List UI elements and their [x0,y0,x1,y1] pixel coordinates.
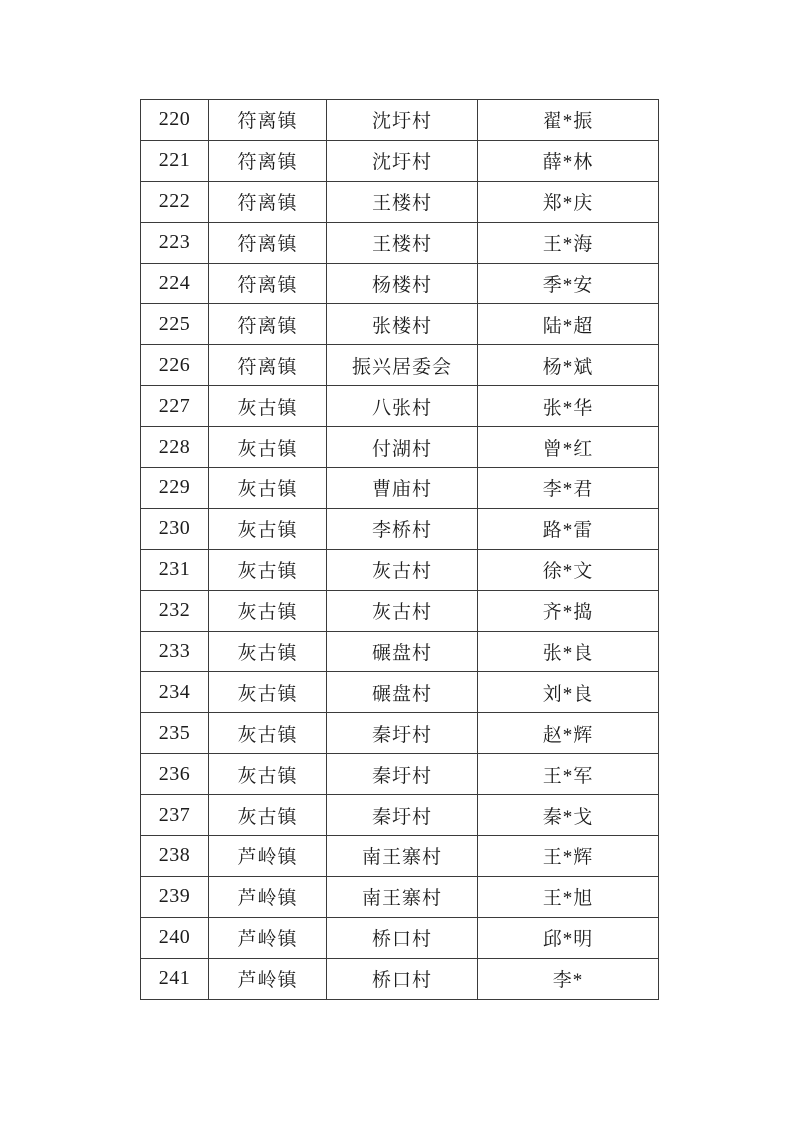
table-cell-town: 灰古镇 [209,795,327,836]
table-cell-masked_name: 王*旭 [478,876,659,917]
table-cell-village: 秦圩村 [327,754,478,795]
table-cell-serial: 241 [141,958,209,999]
table-cell-village: 碾盘村 [327,672,478,713]
table-cell-village: 张楼村 [327,304,478,345]
table-cell-serial: 235 [141,713,209,754]
table-cell-village: 沈圩村 [327,100,478,141]
table-cell-village: 沈圩村 [327,140,478,181]
table-row [141,304,659,345]
table-cell-serial: 224 [141,263,209,304]
table-cell-village: 振兴居委会 [327,345,478,386]
table-cell-town: 符离镇 [209,345,327,386]
table-cell-town: 灰古镇 [209,508,327,549]
table-row [141,754,659,795]
table-cell-town: 符离镇 [209,181,327,222]
table-cell-town: 灰古镇 [209,713,327,754]
table-cell-town: 灰古镇 [209,631,327,672]
table-cell-village: 桥口村 [327,917,478,958]
table-cell-village: 碾盘村 [327,631,478,672]
table-row [141,795,659,836]
table-cell-town: 芦岭镇 [209,917,327,958]
table-row [141,263,659,304]
table-cell-serial: 229 [141,468,209,509]
table-cell-serial: 233 [141,631,209,672]
table-cell-masked_name: 陆*超 [478,304,659,345]
table-cell-serial: 240 [141,917,209,958]
table-cell-serial: 223 [141,222,209,263]
table-cell-masked_name: 薛*林 [478,140,659,181]
table-row [141,836,659,877]
table-cell-serial: 230 [141,508,209,549]
table-row [141,140,659,181]
table-row [141,181,659,222]
table-cell-town: 符离镇 [209,222,327,263]
table-cell-village: 灰古村 [327,590,478,631]
table-cell-town: 灰古镇 [209,386,327,427]
table-cell-serial: 228 [141,427,209,468]
table-cell-masked_name: 邱*明 [478,917,659,958]
table-cell-town: 灰古镇 [209,672,327,713]
table-cell-town: 灰古镇 [209,427,327,468]
table-cell-masked_name: 季*安 [478,263,659,304]
table-cell-masked_name: 李* [478,958,659,999]
table-cell-town: 灰古镇 [209,549,327,590]
table-cell-town: 符离镇 [209,100,327,141]
table-cell-village: 桥口村 [327,958,478,999]
table-cell-masked_name: 张*良 [478,631,659,672]
table-cell-village: 南王寨村 [327,836,478,877]
table-row [141,222,659,263]
table-row [141,672,659,713]
table-cell-village: 李桥村 [327,508,478,549]
table-cell-village: 王楼村 [327,222,478,263]
table-cell-serial: 225 [141,304,209,345]
table-cell-village: 杨楼村 [327,263,478,304]
table-cell-village: 南王寨村 [327,876,478,917]
table-cell-town: 符离镇 [209,140,327,181]
table-cell-masked_name: 王*海 [478,222,659,263]
table-row [141,631,659,672]
table-cell-village: 王楼村 [327,181,478,222]
table-cell-town: 芦岭镇 [209,836,327,877]
table-cell-masked_name: 王*辉 [478,836,659,877]
table-cell-masked_name: 李*君 [478,468,659,509]
table-cell-masked_name: 秦*戈 [478,795,659,836]
table-cell-masked_name: 郑*庆 [478,181,659,222]
table-cell-serial: 232 [141,590,209,631]
table-cell-masked_name: 张*华 [478,386,659,427]
table-row [141,100,659,141]
table-cell-serial: 236 [141,754,209,795]
table-cell-masked_name: 杨*斌 [478,345,659,386]
table-cell-serial: 221 [141,140,209,181]
table-cell-village: 付湖村 [327,427,478,468]
table-cell-village: 灰古村 [327,549,478,590]
table-cell-serial: 231 [141,549,209,590]
table-cell-serial: 234 [141,672,209,713]
table-cell-village: 秦圩村 [327,713,478,754]
table-cell-town: 灰古镇 [209,590,327,631]
table-cell-masked_name: 赵*辉 [478,713,659,754]
table-row [141,549,659,590]
table-row [141,713,659,754]
table-cell-village: 秦圩村 [327,795,478,836]
records-table [140,99,659,1000]
table-row [141,958,659,999]
table-cell-town: 符离镇 [209,263,327,304]
table-cell-serial: 238 [141,836,209,877]
table-cell-masked_name: 齐*捣 [478,590,659,631]
table-cell-masked_name: 徐*文 [478,549,659,590]
table-row [141,468,659,509]
table-cell-town: 芦岭镇 [209,876,327,917]
table-cell-village: 八张村 [327,386,478,427]
records-table-body [141,100,659,1000]
table-cell-masked_name: 刘*良 [478,672,659,713]
table-cell-town: 灰古镇 [209,754,327,795]
table-cell-serial: 237 [141,795,209,836]
table-cell-serial: 226 [141,345,209,386]
table-row [141,508,659,549]
table-cell-serial: 227 [141,386,209,427]
table-cell-town: 符离镇 [209,304,327,345]
table-row [141,590,659,631]
table-cell-serial: 239 [141,876,209,917]
table-cell-serial: 222 [141,181,209,222]
table-cell-masked_name: 王*军 [478,754,659,795]
table-cell-town: 芦岭镇 [209,958,327,999]
table-cell-masked_name: 曾*红 [478,427,659,468]
table-cell-serial: 220 [141,100,209,141]
table-row [141,386,659,427]
table-row [141,427,659,468]
table-row [141,345,659,386]
table-cell-town: 灰古镇 [209,468,327,509]
table-cell-masked_name: 路*雷 [478,508,659,549]
table-row [141,917,659,958]
table-cell-village: 曹庙村 [327,468,478,509]
table-row [141,876,659,917]
table-cell-masked_name: 翟*振 [478,100,659,141]
